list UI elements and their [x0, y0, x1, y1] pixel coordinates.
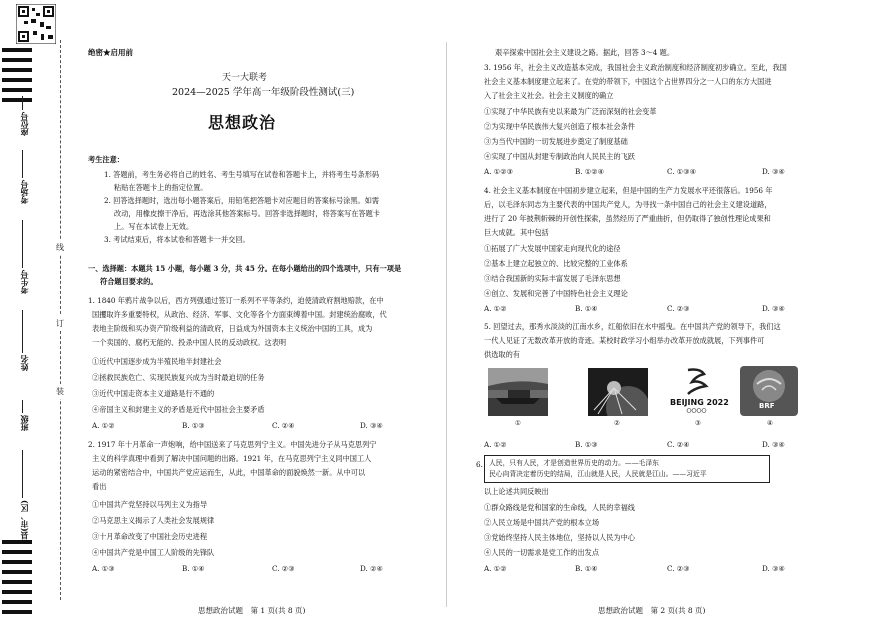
quote-box	[484, 455, 770, 483]
logo-wordmark: BEIJING 2022	[670, 398, 729, 407]
option-c: C. ②④	[667, 440, 690, 449]
question-stem: 国攫取许多重要特权，从政治、经济、军事、文化等各个方面束缚着中国。封建统治腐败，代	[92, 310, 387, 319]
question-stem: 社会主义基本制度建立起来了。在党的带领下，中国这个占世界四分之一人口的东方大国进	[484, 77, 772, 86]
student-number-label: 考生号	[19, 270, 29, 294]
option-a: A. ①②	[484, 440, 507, 449]
question-stem: 表地主阶级和买办资产阶级利益的清政府，日益成为外国资本主义统治中国的工具，成为	[92, 324, 373, 333]
county-label: 县(市、区)	[19, 500, 29, 540]
question-item: ④人民的一切需求是党工作的出发点	[484, 548, 600, 557]
olympic-rings-icon	[686, 408, 710, 413]
quote-line: 民心向背决定着历史的结局，江山就是人民，人民就是江山。——习近平	[489, 470, 707, 478]
question-item: ③为当代中国的一切发展进步奠定了制度基础	[484, 137, 628, 146]
option-b: B. ①③	[182, 421, 205, 430]
brf-wordmark: BRF	[759, 402, 775, 410]
option-d: D. ③④	[762, 167, 785, 176]
binding-strip	[0, 0, 70, 630]
question-stem: 4. 社会主义基本制度在中国初步建立起来，但是中国的生产力发展水平还很落后。1956 年	[484, 186, 773, 195]
satellite-photo	[588, 368, 648, 416]
question-item: ④中国共产党是中国工人阶级的先锋队	[92, 548, 215, 557]
question-stem: 1. 1840 年鸦片战争以后，西方列强通过签订一系列不平等条约，迫使清政府割地赔款，在中	[88, 296, 384, 305]
picture-caption: ①	[515, 419, 521, 427]
question-item: ③党始终坚持人民主体地位，坚持以人民为中心	[484, 533, 635, 542]
binding-word-order: 订	[56, 316, 64, 331]
question-item: ②拯救民族危亡、实现民族复兴成为当时最迫切的任务	[92, 373, 265, 382]
beijing-2022-logo	[668, 366, 728, 414]
binding-word-bind: 装	[56, 384, 64, 399]
option-a: A. ①②	[484, 304, 507, 313]
notice-line: 改动，用橡皮擦干净后，再选涂其他答案标号。回答非选择题时，将答案写在答题卡	[114, 209, 380, 218]
picture-caption: ④	[767, 419, 773, 427]
question-item: ①拓展了广大发展中国家走向现代化的途径	[484, 244, 621, 253]
brf-forum-photo	[740, 366, 798, 416]
option-a: A. ①②	[92, 421, 115, 430]
notice-title: 考生注意：	[88, 155, 124, 164]
picture-caption: ③	[695, 419, 701, 427]
question-item: ②人民立场是中国共产党的根本立场	[484, 518, 600, 527]
question-stem: 进行了 20 年披荆斩棘的开创性探索，虽然经历了严重曲折，但仍取得了独创性理论成果和	[484, 214, 771, 223]
question-stem: 2. 1917 年十月革命一声炮响，给中国送来了马克思列宁主义。中国先进分子从马克思列宁	[88, 440, 377, 449]
option-d: D. ②④	[360, 564, 383, 573]
question-item: ④帝国主义和封建主义的矛盾是近代中国社会主要矛盾	[92, 405, 265, 414]
seat-number-label: 座位号	[19, 112, 29, 136]
question-item: ①中国共产党坚持以马列主义为指导	[92, 500, 208, 509]
question-stem: 入了社会主义社会。社会主义制度的确立	[484, 91, 614, 100]
option-c: C. ②③	[667, 564, 690, 573]
red-boat-photo	[488, 368, 548, 416]
option-d: D. ③④	[762, 440, 785, 449]
section-heading: 一、选择题：本题共 15 小题，每小题 3 分，共 45 分。在每小题给出的四个选项中，只有一项是	[88, 264, 402, 273]
option-d: D. ③④	[762, 564, 785, 573]
option-a: A. ①②	[484, 564, 507, 573]
org-title: 天一大联考	[222, 73, 268, 83]
secret-mark: 绝密★启用前	[88, 48, 133, 57]
question-stem: 看出	[92, 482, 107, 491]
notice-line: 粘贴在答题卡上的指定位置。	[114, 183, 208, 192]
question-stem: 3. 1956 年，社会主义改造基本完成，我国社会主义政治制度和经济制度初步确立。至此，我国	[484, 63, 787, 72]
question-stem: 一代人见证了无数改革开放的奇迹。某校时政学习小组举办改革开放成就展，下列事件可	[484, 336, 765, 345]
question-number: 6.	[476, 460, 483, 469]
section-heading: 符合题目要求的。	[100, 277, 158, 286]
qr-code-icon	[16, 4, 56, 44]
question-stem: 5. 回望过去，那秀水淡淡的江南水乡，红船依旧在水中摇曳。在中国共产党的领导下，我们这	[484, 322, 781, 331]
question-item: ②基本上建立起独立的、比较完整的工业体系	[484, 259, 628, 268]
question-item: ③近代中国走资本主义道路是行不通的	[92, 389, 215, 398]
option-b: B. ①③	[575, 440, 598, 449]
option-c: C. ②③	[272, 564, 295, 573]
question-stem: 后，以毛泽东同志为主要代表的中国共产党人，为寻找一条中国自己的社会主义建设道路，	[484, 200, 772, 209]
option-b: B. ①④	[575, 304, 598, 313]
option-d: D. ③④	[360, 421, 383, 430]
question-item: ①近代中国逐步成为半殖民地半封建社会	[92, 357, 222, 366]
material-intro: 艰辛探索中国社会主义建设之路。据此，回答 3～4 题。	[495, 48, 675, 57]
option-c: C. ②③	[667, 304, 690, 313]
option-b: B. ①④	[575, 564, 598, 573]
quote-line: 人民，只有人民，才是创造世界历史的动力。——毛泽东	[489, 459, 659, 467]
notice-line: 上。写在本试卷上无效。	[114, 222, 194, 231]
exam-room-label: 考场号	[19, 180, 29, 204]
option-b: B. ①②④	[575, 167, 605, 176]
option-a: A. ①③	[92, 564, 115, 573]
option-b: B. ①④	[182, 564, 205, 573]
notice-line: 1. 答题前，考生务必将自己的姓名、考生号填写在试卷和答题卡上，并将考生号条形码	[104, 170, 380, 179]
option-d: D. ③④	[762, 304, 785, 313]
olympic-emblem-icon	[682, 366, 712, 396]
question-item: ②马克思主义揭示了人类社会发展规律	[92, 516, 215, 525]
question-item: ①实现了中华民族有史以来最为广泛而深刻的社会变革	[484, 107, 657, 116]
question-stem: 一个卖国的、腐朽无能的、投杀中国人民的反动政权。这表明	[92, 338, 287, 347]
option-c: C. ②④	[272, 421, 295, 430]
page-footer-left: 思想政治试题 第 1 页(共 8 页)	[198, 606, 306, 615]
question-item: ④创立、发展和完善了中国特色社会主义理论	[484, 289, 628, 298]
exam-title: 2024—2025 学年高一年级阶段性测试(三)	[172, 87, 355, 98]
question-stem: 以上论述共同反映出	[484, 487, 549, 496]
page-divider	[446, 42, 447, 607]
picture-caption: ②	[614, 419, 620, 427]
question-item: ①群众路线是党和国家的生命线，人民的幸福线	[484, 503, 635, 512]
question-item: ③结合我国新的实际丰富发展了毛泽东思想	[484, 274, 621, 283]
notice-line: 3. 考试结束后，将本试卷和答题卡一并交回。	[104, 235, 250, 244]
question-item: ④实现了中国从封建专制政治向人民民主的飞跃	[484, 152, 635, 161]
notice-line: 2. 回答选择题时，选出每小题答案后，用铅笔把答题卡对应题目的答案标号涂黑。如需	[104, 196, 380, 205]
page-footer-right: 思想政治试题 第 2 页(共 8 页)	[598, 606, 706, 615]
question-item: ②为实现中华民族伟大复兴创造了根本社会条件	[484, 122, 635, 131]
option-a: A. ①②③	[484, 167, 514, 176]
question-item: ③十月革命改变了中国社会历史进程	[92, 532, 208, 541]
name-label: 姓名	[19, 355, 29, 371]
class-label: 班级	[19, 415, 29, 431]
question-stem: 巨大成就。其中包括	[484, 228, 549, 237]
question-stem: 供选取的有	[484, 350, 520, 359]
option-c: C. ①③④	[667, 167, 697, 176]
question-stem: 主义的科学真理中看到了解决中国问题的出路。1921 年，在马克思列宁主义同中国工人	[92, 454, 372, 463]
page-title: 思想政治	[208, 113, 277, 132]
question-stem: 运动的紧密结合中，中国共产党应运而生，从此，中国革命的面貌焕然一新。从中可以	[92, 468, 366, 477]
binding-word-line: 线	[56, 240, 64, 255]
